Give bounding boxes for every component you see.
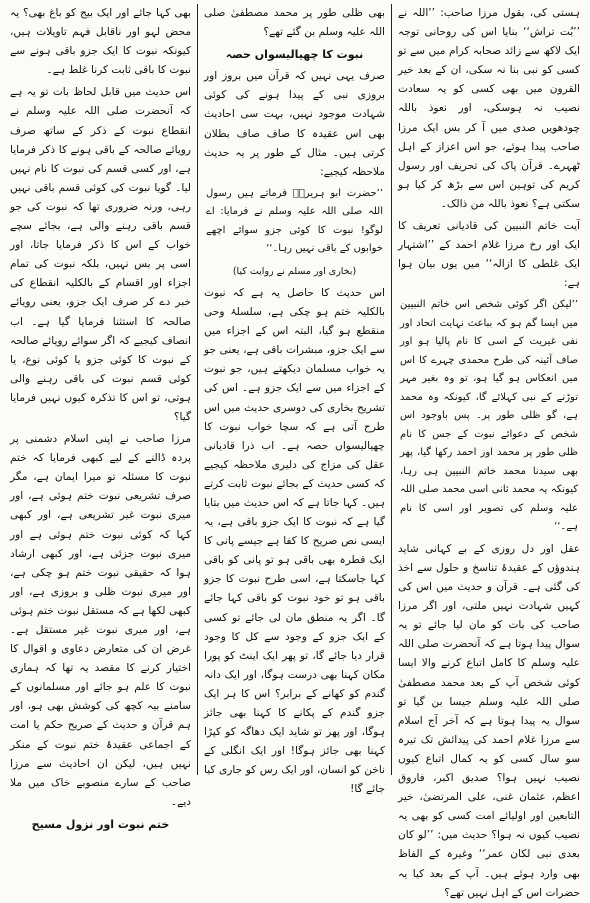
paragraph: مرزا صاحب نے اپنی اسلام دشمنی پر پردہ ڈالنے کے لیے کبھی فرمایا کہ ختم نبوت کا مسئلہ تو میرا ایمان ہے، مگر صرف تشریعی نبوت ختم ہوئی ہے، اور میری نبوت غیر تشریعی ہے، اور کبھی کہا کہ کوئی نبوت ختم ہوئی ہے اور میری نبوت جزئی ہے، اور کبھی ارشاد ہوا کہ حقیقی نبوت ختم ہو چکی ہے، اور میری نبوت ظلی و بروزی ہے، اور کبھی لکھا ہے کہ مستقل نبوت ختم ہوئی ہے، اور میری نبوت غیر مستقل ہے۔ غرض ان کی متعارض دعاوی و اقوال کا اختیار کرنے کا مقصد یہ تھا کہ ہماری نبوت کا علم ہو جائے اور مسلمانوں کے سامنے بیہ کچھ کی کوشش بھی ہو، اور ہم قرآن و حدیث کے صریح حکم یا امت کے اجماعی عقیدۂ ختم نبوت کے منکر نہیں ہیں، لیکن ان احادیث سے مرزا صاحب کے سارے منصوبے خاک میں ملا دیے۔ xyxy=(10,433,191,808)
paragraph: صرف یہی نہیں کہ قرآن میں بروز اور بروزی نبی کے پیدا ہونے کی کوئی شہادت موجود نہیں، بہت سی احادیث بھی اس عقیدہ کا صاف صاف بطلان کرتی ہیں۔ مثال کے طور پر یہ حدیث ملاحظہ کیجیے: xyxy=(204,70,385,178)
section-heading: ختم نبوت اور نزول مسیح xyxy=(31,817,170,831)
column-left xyxy=(4,4,198,831)
citation: (بخاری اور مسلم نے روایت کیا) xyxy=(232,265,357,277)
quotation: ’’لیکن اگر کوئی شخص اس خاتم النبیین میں ایسا گم ہو کہ بباعث نہایت اتحاد اور نفی غیریت کے اسی کا نام پالیا ہو اور صاف آئینہ کی طرح محمدی چہرے کا اس میں انعکاس ہو گیا ہو، تو وہ بغیر مہر توڑنے کے نبی کہلائے گا، کیونکہ وہ محمد ہے، گو ظلی طور پر۔ پس باوجود اس شخص کے دعوائے نبوت کے جس کا نام ظلی طور پر محمد اور احمد رکھا گیا، پھر بھی سیدنا محمد خاتم النبیین ہی رہا، کیونکہ یہ محمد ثانی اسی محمد صلی اللہ علیہ وسلم کی تصویر اور اسی کا نام ہے۔‘‘ xyxy=(400,299,578,533)
paragraph: اس حدیث میں قابل لحاظ بات تو یہ ہے کہ آنحضرت صلی اللہ علیہ وسلم نے انقطاع نبوت کے ذکر کے ساتھ صرف رویائے صالحہ کے باقی ہونے کا ذکر فرمایا ہے، اور کسی قسم کی نبوت کا نام نہیں لیا۔ گویا نبوت کی کوئی قسم باقی نہیں رہی، ورنہ ضروری تھا کہ نبوت کی جو قسم باقی رہنے والی ہے، بجائے سچے خواب کے اس کا ذکر فرمایا جاتا، اور اسی پر بس نہیں، بلکہ نبوت کی تمام اجزاء اور اقسام کے بالکلیہ انقطاع کی خبر دے کر صرف ایک جزو، یعنی رویائے صالحہ کا استثنا فرمایا گیا ہے۔ اب انصاف کیجیے کہ اگر سوائے رویائے صالحہ کے نبوت کا کوئی جزو یا کوئی نوع، یا کوئی قسم نبوت کی باقی رہنے والی ہوتی، تو اس کا تذکرہ کیوں نہیں فرمایا گیا؟ xyxy=(10,86,191,423)
hadith-quotation: ’’حضرت ابو ہریرہؓ فرماتے ہیں رسول اللہ صلی اللہ علیہ وسلم نے فرمایا: اے لوگو! نبوت کا کوئی جزو سوائے اچھے خوابوں کے باقی نہیں رہا۔‘‘ xyxy=(206,187,383,255)
paragraph: بھی ظلی طور پر محمد مصطفیٰ صلی اللہ علیہ وسلم بن گئے تھے؟ xyxy=(204,7,385,39)
paragraph: اس حدیث کا حاصل یہ ہے کہ نبوت بالکلیہ ختم ہو چکی ہے، سلسلۂ وحی منقطع ہو گیا، البتہ اس کے اجزاء میں سے ایک جزو، مبشرات باقی ہے، یعنی جو یہ خواب مسلمان دیکھتے ہیں، جو نبوت کے اجزاء میں سے ایک جزو ہے۔ اس کی تشریح بخاری کی دوسری حدیث میں اس طرح آتی ہے کہ سچا خواب نبوت کا چھیالیسواں حصہ ہے۔ اب ذرا قادیانی عقل کی مزاج کی دلیری ملاحظہ کیجیے کہ کسی حدیث کے بجائے نبوت ثابت کرتے ہیں۔ کہا جاتا ہے کہ اس حدیث میں بتایا گیا ہے کہ نبوت کا ایک جزو باقی ہے، یہ ایسی نص صریح کا کفا ہے جیسے پانی کا ایک قطرہ بھی باقی ہو تو پانی کو باقی کہا جاسکتا ہے، اسی طرح نبوت کا جزو باقی ہو تو خود نبوت کو باقی کہا جائے گا۔ اگر یہ منطق مان لی جائے تو کسی کے ایک جزو کے وجود سے کل کا وجود قرار دیا جائے گا، تو پھر ایک اینٹ کو پورا مکان کہنا بھی درست ہوگا، اور ایک دانہ گندم کو کھانے کے برابر؟ اس کا ہر ایک جزو گندم کے پکانے کا کہنا بھی جائز ہوگا، اور پھر تو شاید ایک دھاگہ کو کپڑا کہنا بھی جائز ہوگا! اور ایک انگلی کے ناخن کو انسان، اور ایک رس کو جاری کیا جائے گا! xyxy=(204,286,385,796)
paragraph: بھی کہا جائے اور ایک بیج کو باغ بھی؟ یہ محض لہو اور ناقابل فہم تاویلات ہیں، کیونکہ نبوت کا ایک جزو باقی ہونے سے نبوت کا باقی ثابت کرنا غلط ہے۔ xyxy=(10,7,191,77)
column-middle xyxy=(198,4,392,796)
paragraph: عقل اور دل روزی کے بے کہانی شاید ہندوؤں کے عقیدۂ تناسخ و حلول سے اخذ کی گئی ہے۔ قرآن و حدیث میں اس کی کہیں شہادت نہیں ملتی، اور اگر مرزا صاحب کی بات کو مان لیا جائے تو یہ سوال پیدا ہوتا ہے کہ آنحضرت صلی اللہ علیہ وسلم کا کامل اتباع کرنے والا ایسا کوئی شخص آپ کے بعد محمد مصطفیٰ صلی اللہ علیہ وسلم جیسا بن گیا تو سوال یہ پیدا ہوتا ہے کہ آخر آج اسلام سے مرزا غلام احمد کی پیدائش تک تیرہ سو سال کسی کو یہ کمال اتباع کیوں نصیب نہیں ہوا؟ صدیق اکبر، فاروق اعظم، عثمان غنی، علی المرتضیٰ، خیر التابعین اور اولیائے امت کسی کو بھی یہ نصیب کیوں نہ ہوا؟ حدیث میں: ’’لو کان بعدی نبی لکان عمر‘‘ وغیرہ کے الفاظ بھی وارد ہوئے ہیں۔ آپ کے بعد کیا یہ حضرات اس کے اہل نہیں تھے؟ xyxy=(398,542,580,899)
section-heading: نبوت کا چھیالیسواں حصہ xyxy=(225,48,364,62)
paragraph: آیت خاتم النبیین کی قادیانی تعریف کا ایک اور رخ مرزا غلام احمد کے ’’اشتہار ایک غلطی کا ازالہ‘‘ میں یوں بیان ہوا ہے: xyxy=(398,220,580,290)
column-right xyxy=(392,4,586,899)
paragraph: ہستی کی، بقول مرزا صاحب: ’’اللہ نے ’’بُت تراش‘‘ بنایا اس کی روحانی توجہ ایک لاکھ سے زائد صحابہ کرام میں سے تو کسی کو نبی بنا نہ سکی، ان کے بعد خیر القرون میں بھی کسی کو یہ سعادت نصیب نہ ہوسکی، اور نعوذ باللہ چودھویں صدی میں آ کر بس ایک مرزا صاحب پیدا ہوئے، جو اس اعزاز کے اہل ٹھہرے۔ قرآن پاک کی تحریف اور رسول کریم کی توہین اس سے بڑھ کر کیا ہو سکتی ہے؟ نعوذ باللہ من ذالک۔ xyxy=(398,7,580,210)
